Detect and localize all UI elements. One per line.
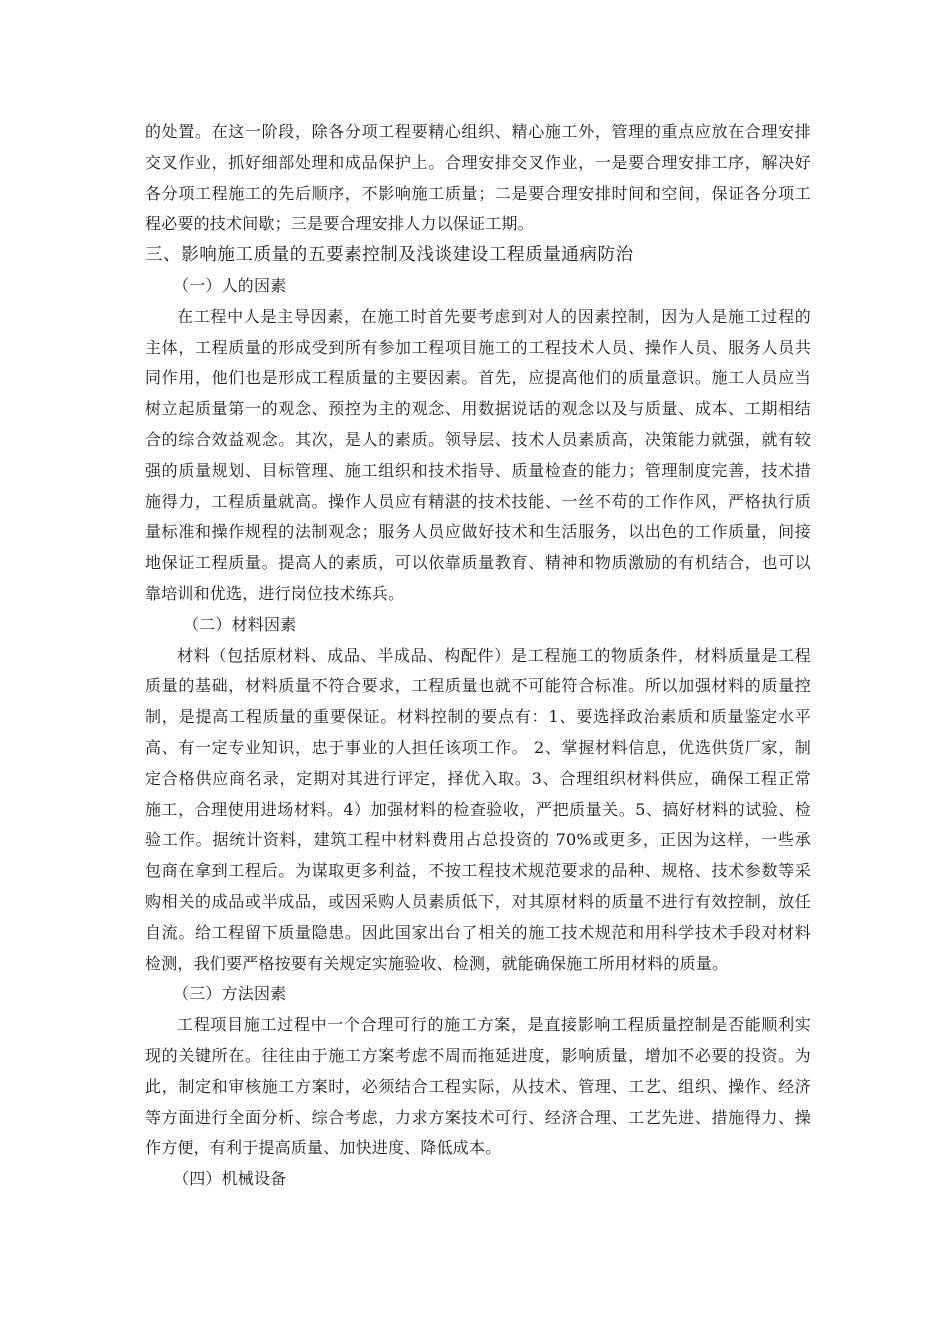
text-line: 验工作。据统计资料，建筑工程中材料费用占总投资的 70%或更多，正因为这样，一些承 [145, 830, 811, 850]
subsection-heading-methods: （三）方法因素 [173, 984, 287, 1004]
text-line: 同作用，他们也是形成工程质量的主要因素。首先，应提高他们的质量意识。施工人员应当 [145, 368, 811, 388]
text-line: 现的关键所在。往往由于施工方案考虑不周而拖延进度，影响质量，增加不必要的投资。为 [145, 1045, 811, 1065]
text-line: 施工，合理使用进场材料。4）加强材料的检查验收，严把质量关。5、搞好材料的试验、检 [145, 799, 811, 819]
paragraph-materials [145, 641, 811, 980]
text-line: 程必要的技术间歇；三是要合理安排人力以保证工期。 [145, 214, 534, 234]
text-line: 质量的基础，材料质量不符合要求，工程质量也就不可能符合标准。所以加强材料的质量控 [145, 676, 811, 696]
text-line: 包商在拿到工程后。为谋取更多利益，不按工程技术规范要求的品种、规格、技术参数等采 [145, 861, 811, 881]
subsection-heading-equipment: （四）机械设备 [173, 1169, 287, 1189]
text-line: 树立起质量第一的观念、预控为主的观念、用数据说话的观念以及与质量、成本、工期相结 [145, 399, 811, 419]
text-line: 作方便，有利于提高质量、加快进度、降低成本。 [145, 1138, 502, 1158]
text-line: 主体，工程质量的形成受到所有参加工程项目施工的工程技术人员、操作人员、服务人员共 [145, 337, 811, 357]
document-page [145, 117, 811, 1195]
text-line: 交叉作业，抓好细部处理和成品保护上。合理安排交叉作业，一是要合理安排工序，解决好 [145, 152, 811, 172]
text-line: 合的综合效益观念。其次，是人的素质。领导层、技术人员素质高，决策能力就强，就有较 [145, 429, 811, 449]
text-line: 工程项目施工过程中一个合理可行的施工方案，是直接影响工程质量控制是否能顺利实 [177, 1015, 811, 1035]
text-line: 高、有一定专业知识，忠于事业的人担任该项工作。 2、掌握材料信息，优选供货厂家，制 [145, 737, 811, 757]
text-line: 此，制定和审核施工方案时，必须结合工程实际，从技术、管理、工艺、组织、操作、经济 [145, 1076, 811, 1096]
text-line: 靠培训和优选，进行岗位技术练兵。 [145, 583, 405, 603]
text-line: 自流。给工程留下质量隐患。因此国家出台了相关的施工技术规范和用科学技术手段对材料 [145, 922, 811, 942]
text-line: 强的质量规划、目标管理、施工组织和技术指导、质量检查的能力；管理制度完善，技术措 [145, 460, 811, 480]
text-line: 购相关的成品或半成品，或因采购人员素质低下，对其原材料的质量不进行有效控制，放任 [145, 891, 811, 911]
text-line: 地保证工程质量。提高人的素质，可以依靠质量教育、精神和物质激励的有机结合，也可以 [145, 553, 811, 573]
text-line: 等方面进行全面分析、综合考虑，力求方案技术可行、经济合理、工艺先进、措施得力、操 [145, 1107, 811, 1127]
intro-paragraph [145, 117, 811, 240]
subsection-heading-materials: （二）材料因素 [183, 614, 297, 634]
subsection-heading-people: （一）人的因素 [173, 275, 287, 295]
text-line: 制，是提高工程质量的重要保证。材料控制的要点有：1、要选择政治素质和质量鉴定水平 [145, 707, 811, 727]
section-heading: 三、影响施工质量的五要素控制及浅谈建设工程质量通病防治 [145, 245, 634, 266]
text-line: 的处置。在这一阶段，除各分项工程要精心组织、精心施工外，管理的重点应放在合理安排 [145, 122, 811, 141]
text-line: 施得力，工程质量就高。操作人员应有精湛的技术技能、一丝不苟的工作作风，严格执行质 [145, 491, 811, 511]
paragraph-methods [145, 1010, 811, 1164]
text-line: 定合格供应商名录，定期对其进行评定，择优入取。3、合理组织材料供应，确保工程正常 [145, 768, 811, 788]
text-line: 检测，我们要严格按要有关规定实施验收、检测，就能确保施工所用材料的质量。 [145, 953, 729, 973]
paragraph-people [145, 302, 811, 610]
text-line: 量标准和操作规程的法制观念；服务人员应做好技术和生活服务，以出色的工作质量，间接 [145, 522, 811, 542]
text-line: 在工程中人是主导因素，在施工时首先要考虑到对人的因素控制，因为人是施工过程的 [177, 306, 811, 326]
text-line: 材料（包括原材料、成品、半成品、构配件）是工程施工的物质条件，材料质量是工程 [177, 645, 811, 665]
text-line: 各分项工程施工的先后顺序，不影响施工质量；二是要合理安排时间和空间，保证各分项工 [145, 183, 811, 203]
